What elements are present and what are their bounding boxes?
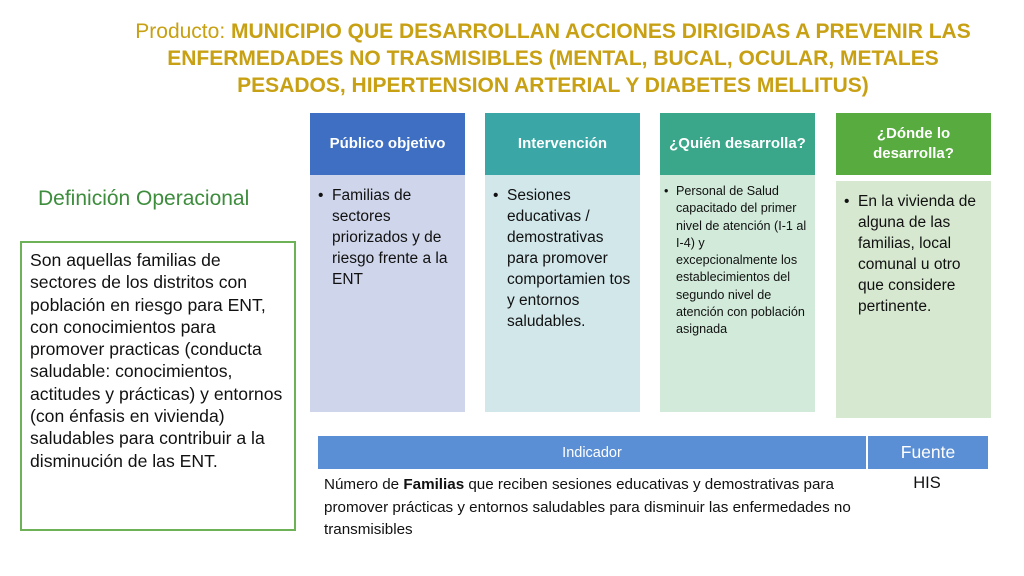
list-item: • Personal de Salud capacitado del primer nivel de atención (I-1 al I-4) y excepcionalmente los establecimientos del segundo nivel de atención con población asignada	[660, 183, 809, 339]
indicator-desc-suffix: que reciben sesiones educativas y demostrativas para promover prácticas y entornos saludables para disminuir las enfermedades no transmisibles	[324, 476, 851, 538]
list-item: • Familias de sectores priorizados y de riesgo frente a la ENT	[314, 185, 457, 290]
column-publico-objetivo	[310, 113, 465, 412]
column-header-quien-desarrolla: ¿Quién desarrolla?	[660, 113, 815, 175]
title-text: MUNICIPIO QUE DESARROLLAN ACCIONES DIRIGIDAS A PREVENIR LAS ENFERMEDADES NO TRASMISIBLES (MENTAL, BUCAL, OCULAR, METALES PESADOS, HIPERTENSION ARTERIAL Y DIABETES MELLITUS)	[167, 20, 971, 97]
indicator-desc-prefix: Número de	[324, 476, 404, 493]
column-header-intervencion: Intervención	[485, 113, 640, 175]
indicator-header	[318, 436, 866, 469]
column-body-publico-objetivo	[310, 175, 465, 412]
column-body-donde-desarrolla	[836, 181, 991, 418]
column-header-donde-desarrolla: ¿Dónde lo desarrolla?	[836, 113, 991, 175]
column-header-publico-objetivo: Público objetivo	[310, 113, 465, 175]
column-intervencion	[485, 113, 640, 412]
column-quien-desarrolla	[660, 113, 815, 412]
source-header	[868, 436, 988, 469]
indicator-header-label: Indicador	[562, 444, 622, 461]
source-header-label: Fuente	[900, 442, 956, 462]
page-title	[130, 18, 976, 99]
indicator-description	[324, 474, 854, 542]
column-body-intervencion	[485, 175, 640, 412]
list-item: • Sesiones educativas / demostrativas para promover comportamien tos y entornos saludables.	[489, 185, 632, 332]
definition-box: Son aquellas familias de sectores de los distritos con población en riesgo para ENT, con conocimientos para promover practicas (conducta saludable: conocimientos, actitudes y prácticas) y entornos (con énfasis en vivienda) saludables para contribuir a la disminución de las ENT.	[20, 241, 296, 531]
indicator-source: HIS	[913, 474, 941, 492]
column-donde-desarrolla	[836, 113, 991, 418]
list-item: • En la vivienda de alguna de las familias, local comunal u otro que considere pertinente.	[840, 191, 983, 317]
column-body-quien-desarrolla	[660, 175, 815, 412]
definition-heading: Definición Operacional	[38, 187, 250, 210]
title-lead: Producto:	[135, 20, 231, 43]
indicator-desc-bold: Familias	[403, 476, 465, 493]
